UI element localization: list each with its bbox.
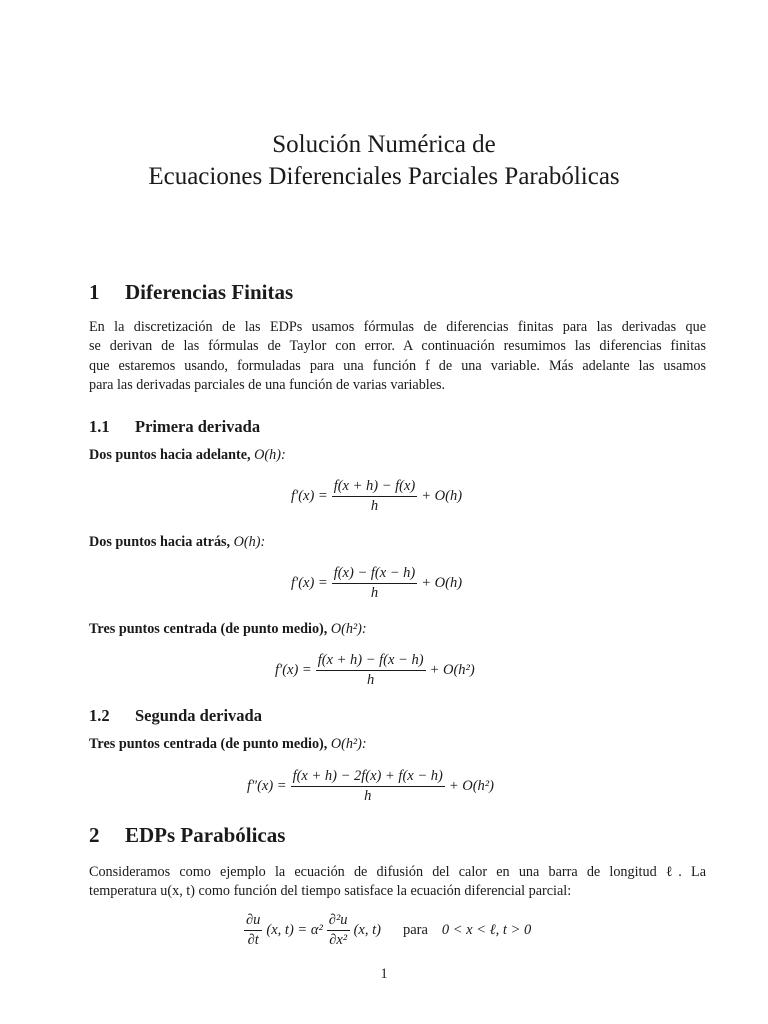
subsection-title: Segunda derivada [135,706,262,725]
equation-rhs: + O(h) [421,488,463,504]
fraction-denominator: h [370,585,379,601]
equation-middle: (x, t) [353,922,381,938]
fraction-numerator: ∂u [244,912,262,931]
fraction-denominator: ∂t [247,932,259,948]
formula-label-text: Tres puntos centrada (de punto medio), [89,736,328,752]
paper-title-line-2: Ecuaciones Diferenciales Parciales Parabólicas [148,163,620,190]
formula-label [89,534,265,551]
fraction-numerator: f(x + h) − 2f(x) + f(x − h) [291,768,445,787]
equation-lhs: f″(x) = [247,778,287,794]
equation-lhs: f′(x) = [291,488,328,504]
subsection-number: 1.1 [89,417,110,436]
subsection-title: Primera derivada [135,417,261,436]
section-number: 2 [89,823,100,847]
equation-domain: 0 < x < ℓ, t > 0 [441,922,532,938]
paragraph-line: En la discretización de las EDPs usamos fórmulas de diferencias finitas para las derivadas que [89,319,706,335]
section-2-heading [89,823,285,848]
fraction [327,912,350,949]
equation-rhs: + O(h²) [429,662,475,678]
fraction-denominator: ∂x² [329,932,348,948]
fraction [316,652,426,689]
fraction-denominator: h [370,498,379,514]
equation-lhs: f′(x) = [291,575,328,591]
paragraph-line: temperatura u(x, t) como función del tiempo satisface la ecuación diferencial parcial: [89,883,572,900]
formula-label-text: Dos puntos hacia atrás, [89,534,231,550]
formula-order: O(h²): [330,621,367,637]
equation-centered-difference [275,652,475,689]
page-number: 1 [380,966,388,982]
fraction [244,912,262,949]
fraction-numerator: f(x) − f(x − h) [332,565,418,584]
section-1-paragraph [89,318,706,396]
section-title: EDPs Parabólicas [125,823,286,847]
section-2-paragraph [89,863,706,902]
formula-order: O(h²): [330,736,367,752]
section-title: Diferencias Finitas [125,280,294,304]
formula-label [89,621,367,638]
fraction-numerator: f(x + h) − f(x − h) [316,652,426,671]
equation-rhs: + O(h) [421,575,463,591]
equation-forward-difference [291,478,462,515]
paragraph-line: Consideramos como ejemplo la ecuación de difusión del calor en una barra de longitud ℓ. La [89,864,706,880]
formula-label [89,447,286,464]
formula-order: O(h): [233,534,266,550]
fraction-numerator: f(x + h) − f(x) [332,478,418,497]
section-1-heading [89,280,293,305]
formula-label-text: Dos puntos hacia adelante, [89,447,251,463]
equation-heat-pde [240,912,531,949]
paper-title-line-1: Solución Numérica de [272,131,496,158]
section-number: 1 [89,280,100,304]
formula-order: O(h): [254,447,286,463]
fraction-numerator: ∂²u [327,912,350,931]
subsection-1-2-heading [89,706,262,726]
paragraph-line: que estaremos usando, formuladas para una función f de una variable. Más adelante las usamos [89,357,706,374]
equation-word: para [402,922,428,938]
fraction-denominator: h [364,788,372,804]
paragraph-line: para las derivadas parciales de una función de varias variables. [89,377,446,394]
paragraph-line: se derivan de las fórmulas de Taylor con error. A continuación resumimos las diferencias finitas [89,338,706,355]
fraction [291,768,445,805]
fraction-denominator: h [367,672,375,688]
fraction [332,478,418,515]
subsection-1-1-heading [89,417,260,437]
subsection-number: 1.2 [89,706,110,725]
equation-backward-difference [291,565,462,602]
fraction [332,565,418,602]
equation-middle: (x, t) = α² [266,922,323,938]
equation-rhs: + O(h²) [448,778,494,794]
equation-second-derivative [247,768,494,805]
equation-lhs: f′(x) = [275,662,312,678]
formula-label [89,736,367,753]
formula-label-text: Tres puntos centrada (de punto medio), [89,621,328,637]
